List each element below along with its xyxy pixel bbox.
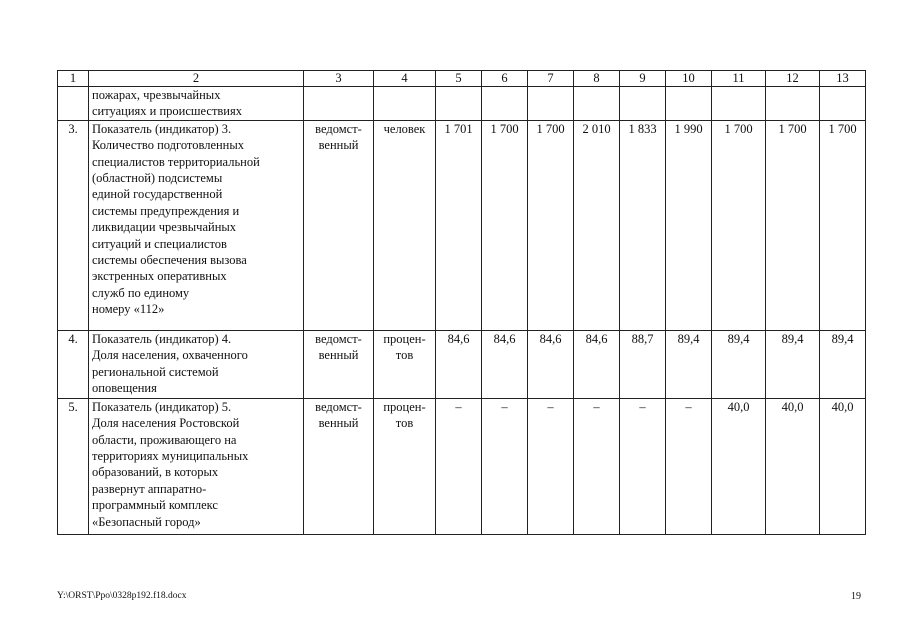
- row-number: 4.: [58, 330, 89, 398]
- indicator-value: [436, 87, 482, 121]
- indicator-unit: [374, 330, 436, 398]
- cell-line: Количество подготовленных: [92, 138, 245, 153]
- column-header: 1: [58, 71, 89, 87]
- row-number: [58, 87, 89, 121]
- indicator-value: 89,4: [820, 330, 866, 398]
- cell-line: единой государственной: [92, 187, 223, 202]
- indicator-value: 40,0: [712, 398, 766, 534]
- indicator-table: [57, 70, 866, 535]
- indicator-value: 89,4: [766, 330, 820, 398]
- cell-line: развернут аппаратно-: [92, 481, 207, 496]
- indicator-value: 1 700: [712, 120, 766, 330]
- column-header: 4: [374, 71, 436, 87]
- row-number: 5.: [58, 398, 89, 534]
- indicator-value: 84,6: [528, 330, 574, 398]
- cell-line: служб по единому: [92, 285, 190, 300]
- footer-file-path: Y:\ORST\Ppo\0328p192.f18.docx: [57, 591, 187, 601]
- indicator-value: 84,6: [436, 330, 482, 398]
- cell-line: процен-: [383, 331, 426, 346]
- indicator-value: 89,4: [666, 330, 712, 398]
- cell-line: Доля населения, охваченного: [92, 348, 248, 363]
- indicator-value: [482, 87, 528, 121]
- indicator-description: [89, 398, 304, 534]
- indicator-type: [304, 120, 374, 330]
- cell-line: системы обеспечения вызова: [92, 253, 247, 268]
- table-row: [58, 120, 866, 330]
- indicator-value: [820, 87, 866, 121]
- indicator-value: [666, 87, 712, 121]
- cell-line: номеру «112»: [92, 302, 165, 317]
- cell-line: венный: [318, 348, 359, 363]
- cell-line: образований, в которых: [92, 465, 219, 480]
- cell-line: ведомст-: [315, 399, 362, 414]
- cell-line: венный: [318, 138, 359, 153]
- indicator-value: 1 990: [666, 120, 712, 330]
- cell-line: пожарах, чрезвычайных: [92, 88, 221, 102]
- indicator-value: [712, 87, 766, 121]
- cell-line: ведомст-: [315, 331, 362, 346]
- indicator-value: 1 700: [482, 120, 528, 330]
- indicator-value: –: [666, 398, 712, 534]
- indicator-value: [766, 87, 820, 121]
- indicator-value: 1 833: [620, 120, 666, 330]
- indicator-value: [528, 87, 574, 121]
- cell-line: Доля населения Ростовской: [92, 416, 240, 431]
- indicator-value: 84,6: [574, 330, 620, 398]
- column-header: 11: [712, 71, 766, 87]
- indicator-value: 1 700: [820, 120, 866, 330]
- column-header: 12: [766, 71, 820, 87]
- column-header: 7: [528, 71, 574, 87]
- indicator-value: 2 010: [574, 120, 620, 330]
- indicator-unit: [374, 87, 436, 121]
- column-header: 5: [436, 71, 482, 87]
- indicator-unit: [374, 398, 436, 534]
- cell-line: Показатель (индикатор) 3.: [92, 121, 232, 136]
- table-header-row: [58, 71, 866, 87]
- column-header: 3: [304, 71, 374, 87]
- cell-line: Показатель (индикатор) 5.: [92, 399, 232, 414]
- indicator-value: [620, 87, 666, 121]
- indicator-value: –: [436, 398, 482, 534]
- indicator-description: [89, 87, 304, 121]
- indicator-value: [574, 87, 620, 121]
- column-header: 13: [820, 71, 866, 87]
- cell-line: ведомст-: [315, 121, 362, 136]
- cell-line: ситуаций и специалистов: [92, 236, 227, 251]
- indicator-value: –: [574, 398, 620, 534]
- indicator-description: [89, 120, 304, 330]
- cell-line: оповещения: [92, 381, 157, 396]
- cell-line: Показатель (индикатор) 4.: [92, 331, 232, 346]
- indicator-value: 1 700: [528, 120, 574, 330]
- indicator-value: 1 700: [766, 120, 820, 330]
- column-header: 8: [574, 71, 620, 87]
- indicator-type: [304, 87, 374, 121]
- cell-line: региональной системой: [92, 364, 219, 379]
- indicator-type: [304, 330, 374, 398]
- indicator-value: 40,0: [766, 398, 820, 534]
- cell-line: «Безопасный город»: [92, 514, 201, 529]
- table-row: [58, 87, 866, 121]
- indicator-value: 84,6: [482, 330, 528, 398]
- cell-line: специалистов территориальной: [92, 154, 260, 169]
- column-header: 10: [666, 71, 712, 87]
- cell-line: территориях муниципальных: [92, 449, 249, 464]
- cell-line: человек: [383, 121, 426, 136]
- indicator-value: 1 701: [436, 120, 482, 330]
- cell-line: ситуациях и происшествиях: [92, 104, 242, 119]
- cell-line: процен-: [383, 399, 426, 414]
- indicator-value: 40,0: [820, 398, 866, 534]
- indicator-value: –: [528, 398, 574, 534]
- indicator-type: [304, 398, 374, 534]
- table-row: [58, 330, 866, 398]
- cell-line: программный комплекс: [92, 498, 218, 513]
- indicator-value: 89,4: [712, 330, 766, 398]
- row-number: 3.: [58, 120, 89, 330]
- cell-line: системы предупреждения и: [92, 203, 240, 218]
- indicator-value: –: [620, 398, 666, 534]
- column-header: 6: [482, 71, 528, 87]
- indicator-value: –: [482, 398, 528, 534]
- indicator-value: 88,7: [620, 330, 666, 398]
- cell-line: области, проживающего на: [92, 432, 237, 447]
- indicator-description: [89, 330, 304, 398]
- footer-page-number: 19: [851, 591, 861, 602]
- cell-line: тов: [395, 348, 414, 363]
- table-row: [58, 398, 866, 534]
- cell-line: венный: [318, 416, 359, 431]
- cell-line: тов: [395, 416, 414, 431]
- cell-line: ликвидации чрезвычайных: [92, 220, 237, 235]
- column-header: 2: [89, 71, 304, 87]
- indicator-unit: [374, 120, 436, 330]
- cell-line: (областной) подсистемы: [92, 171, 223, 186]
- cell-line: экстренных оперативных: [92, 269, 227, 284]
- column-header: 9: [620, 71, 666, 87]
